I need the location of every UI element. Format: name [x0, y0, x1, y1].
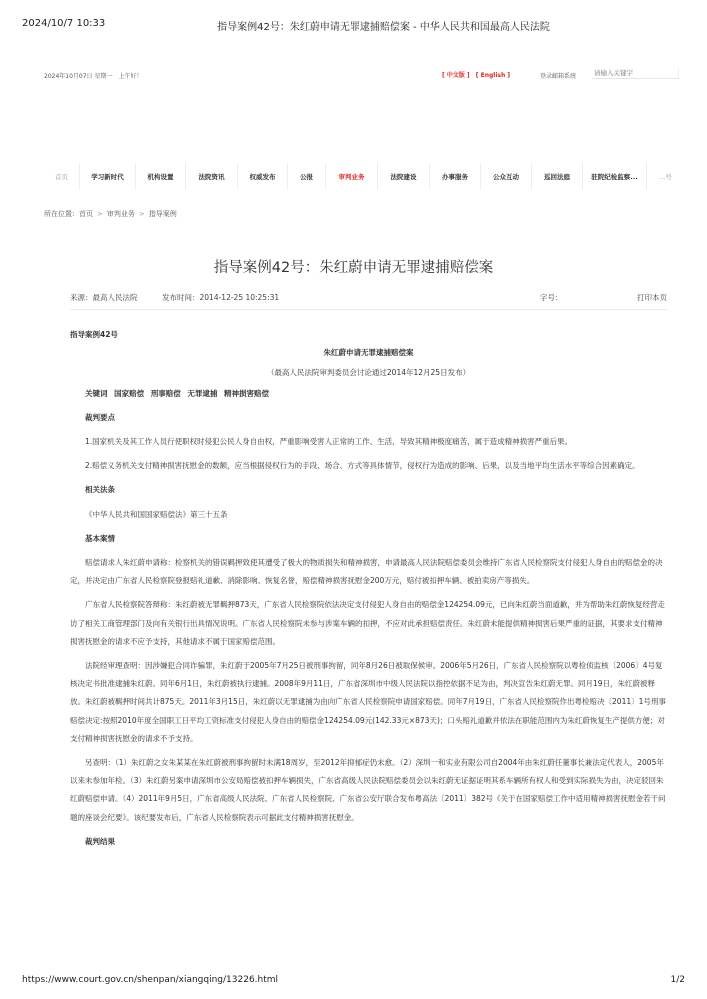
nav-item-home[interactable]	[44, 163, 80, 190]
top-bar	[0, 69, 707, 81]
nav-label: 权威发布	[249, 173, 276, 181]
section-heading-result: 裁判结果	[85, 836, 115, 846]
keywords-label: 关键词	[85, 388, 108, 398]
keywords	[70, 385, 667, 403]
nav-label: 法院建设	[390, 173, 417, 181]
nav-label: 公众互动	[493, 173, 519, 181]
section-heading-facts: 基本案情	[85, 533, 115, 543]
breadcrumb-guiding-cases[interactable]: 指导案例	[148, 210, 177, 218]
fact-paragraph-4: 另查明：（1）朱红蔚之女朱某某在朱红蔚被刑事拘留时未满18周岁，至2012年抑郁症仍未愈。（2）深圳一和实业有限公司自2004年由朱红蔚任董事长兼法定代表人，2005年以来未参加年检。（3）朱红蔚另案申请深圳市公安局赔偿被扣押车辆损失，广东省高级人民法院赔偿委员会以朱红蔚无证据证明其系车辆所有权人和受到实际损失为由，决定驳回朱红蔚赔偿申请。（4）2011年9月5日，广东省高级人民法院、广东省人民检察院、广东省公安厅联合发布粤高法〔2011〕382号《关于在国家赔偿工作中适用精神损害抚慰金若干问题的座谈会纪要》。该纪要发布后，广东省人民检察院表示可据此支付精神损害抚慰金。	[70, 758, 666, 822]
fact-paragraph-3: 法院经审理查明：因涉嫌犯合同诈骗罪，朱红蔚于2005年7月25日被刑事拘留，同年8月26日被取保候审。2006年5月26日，广东省人民检察院以粤检侦监核〔2006〕4号复核决定书批准逮捕朱红蔚。同年6月1日，朱红蔚被执行逮捕。2008年9月11日，广东省深圳市中级人民法院以指控依据不足为由，判决宣告朱红蔚无罪。同月19日，朱红蔚被释放。朱红蔚被羁押时间共计875天。2011年3月15日，朱红蔚以无罪逮捕为由向广东省人民检察院申请国家赔偿。同年7月19日，广东省人民检察院作出粤检赔决〔2011〕1号刑事赔偿决定:按照2010年度全国职工日平均工资标准支付侵犯人身自由的赔偿金124254.09元(142.33元×873天)；口头赔礼道歉并依法在职能范围内为朱红蔚恢复生产提供方便；对支付精神损害抚慰金的请求不予支持。	[70, 661, 666, 743]
breadcrumb-separator: >	[138, 210, 145, 218]
nav-item-release[interactable]	[238, 163, 288, 190]
language-switch	[440, 70, 512, 79]
nav-item-news[interactable]	[186, 163, 238, 190]
case-issued: （最高人民法院审判委员会讨论通过2014年12月25日发布）	[266, 368, 471, 378]
nav-item-gazette[interactable]	[288, 163, 326, 190]
point-2: 2.赔偿义务机关支付精神损害抚慰金的数额，应当根据侵权行为的手段、场合、方式等具体情节，侵权行为造成的影响、后果，以及当地平均生活水平等综合因素确定。	[85, 461, 640, 471]
keyword: 精神损害赔偿	[224, 388, 269, 398]
print-datetime: 2024/10/7 10:33	[22, 18, 106, 29]
nav-item-circuit-court[interactable]	[532, 163, 583, 190]
nav-item-trial[interactable]	[326, 163, 378, 190]
nav-label: 首页	[55, 173, 68, 181]
article-title: 指导案例42号：朱红蔚申请无罪逮捕赔偿案	[213, 260, 494, 276]
nav-item-organization[interactable]	[136, 163, 186, 190]
keyword: 无罪逮捕	[187, 388, 218, 398]
print-url: https://www.court.gov.cn/shenpan/xiangqing/13226.html	[22, 975, 279, 985]
nav-label: 机构设置	[147, 173, 174, 181]
nav-item-construction[interactable]	[378, 163, 430, 190]
main-nav	[44, 163, 684, 190]
fact-paragraph-2: 广东省人民检察院答辩称：朱红蔚被无罪羁押873天，广东省人民检察院依法决定支付侵犯人身自由的赔偿金124254.09元，已向朱红蔚当面道歉，并为帮助朱红蔚恢复经营走访了相关工商管理部门及向有关银行出具情况说明。广东省人民检察院未参与涉案车辆的扣押，不应对此承担赔偿责任。朱红蔚未能提供精神损害后果严重的证据，其要求支付精神损害抚慰金的请求不应予支持，其他请求不属于国家赔偿范围。	[70, 600, 665, 646]
font-size-control[interactable]: 字号：	[540, 293, 563, 302]
case-title: 朱红蔚申请无罪逮捕赔偿案	[323, 348, 414, 358]
section-heading-law: 相关法条	[85, 485, 115, 495]
nav-label: 审判业务	[338, 173, 365, 181]
section-heading-points: 裁判要点	[85, 412, 115, 422]
nav-label: 公报	[300, 173, 313, 181]
article-publish-time: 发布时间：2014-12-25 10:25:31	[162, 293, 280, 302]
meta-divider	[70, 309, 667, 310]
breadcrumb-separator: >	[97, 210, 103, 218]
fact-paragraph-1: 赔偿请求人朱红蔚申请称：检察机关的错误羁押致使其遭受了极大的物质损失和精神损害，申请最高人民法院赔偿委员会维持广东省人民检察院支付侵犯人身自由的赔偿金的决定，并决定由广东省人民检察院登报赔礼道歉、消除影响、恢复名誉，赔偿精神损害抚慰金200万元，赔付被扣押车辆、被拍卖房产等损失。	[70, 558, 663, 586]
breadcrumb-trial[interactable]: 审判业务	[106, 210, 135, 218]
mail-login-link[interactable]: 登录邮箱系统	[540, 73, 577, 80]
lang-chinese-link[interactable]: [ 中文版 ]	[442, 72, 470, 79]
nav-item-services[interactable]	[430, 163, 481, 190]
case-number: 指导案例42号	[70, 330, 118, 339]
nav-label: 办事服务	[442, 173, 468, 181]
current-date: 2024年10月07日 星期一 上午好！	[44, 73, 143, 80]
lang-english-link[interactable]: [ English ]	[475, 72, 511, 79]
nav-label: 驻院纪检监察...	[591, 173, 638, 181]
keyword: 刑事赔偿	[150, 388, 181, 398]
keyword: 国家赔偿	[114, 388, 145, 398]
related-law: 《中华人民共和国国家赔偿法》第三十五条	[85, 509, 228, 519]
print-page-title: 指导案例42号：朱红蔚申请无罪逮捕赔偿案 - 中华人民共和国最高人民法院	[217, 22, 550, 33]
nav-item-study[interactable]	[80, 163, 136, 190]
breadcrumb	[44, 209, 177, 219]
article-source: 来源：最高人民法院	[70, 293, 138, 302]
article-meta	[70, 292, 667, 304]
print-header	[0, 18, 707, 32]
nav-label: 法院资讯	[198, 173, 225, 181]
search-input[interactable]	[592, 67, 679, 79]
nav-item-discipline[interactable]	[583, 163, 647, 190]
article-content	[70, 326, 667, 857]
breadcrumb-prefix: 所在位置：	[44, 210, 79, 218]
nav-label: 学习新时代	[91, 173, 124, 181]
nav-item-interaction[interactable]	[481, 163, 532, 190]
nav-label: ...号	[659, 173, 672, 181]
nav-label: 巡回法庭	[544, 173, 570, 181]
print-page-number: 1/2	[670, 975, 685, 985]
breadcrumb-home[interactable]: 首页	[79, 210, 93, 218]
nav-item-more[interactable]	[647, 163, 684, 190]
point-1: 1.国家机关及其工作人员行使职权时侵犯公民人身自由权，严重影响受害人正常的工作、生活，导致其精神极度痛苦，属于造成精神损害严重后果。	[85, 437, 573, 447]
print-page-button[interactable]: 打印本页	[637, 293, 667, 302]
